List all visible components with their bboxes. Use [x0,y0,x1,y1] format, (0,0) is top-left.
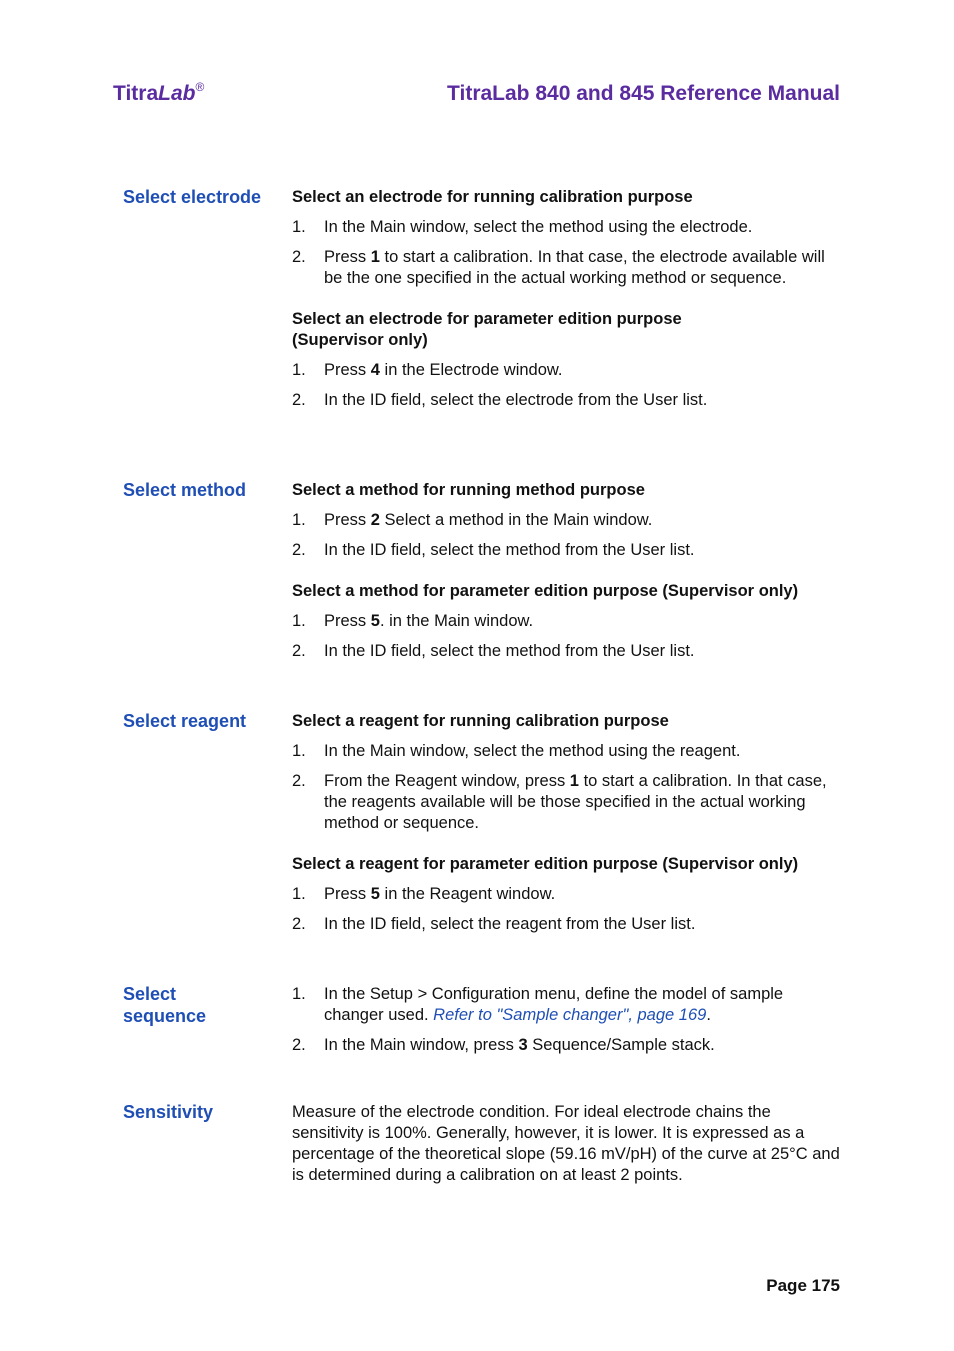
side-heading-electrode: Select electrode [123,187,262,207]
side-heading-sensitivity: Sensitivity [123,1102,214,1122]
subheading: Select a method for running method purpose [292,481,645,499]
list-item: 1. Press 5 in the Reagent window. [292,885,556,903]
list-item: 1. Press 5. in the Main window. [292,612,534,630]
list-item: 2. In the Main window, press 3 Sequence/Sample stack. [292,1036,715,1054]
sensitivity-text: Measure of the electrode condition. For ideal electrode chains the sensitivity is 100%. Generally, however, it is lower. It is expressed as a percentage of the theoretical slope (59.16 mV/pH) of the curve at 25°C and is determined during a calibration on at least 2 points. [292,1103,840,1184]
list-item: 2. In the ID field, select the reagent from the User list. [292,915,696,933]
subheading: Select an electrode for parameter edition purpose (Supervisor only) [292,310,682,349]
list-item: 1. In the Main window, select the method using the reagent. [292,742,741,760]
list-item: 2. In the ID field, select the method from the User list. [292,541,695,559]
method-content [292,480,840,671]
sequence-content [292,984,840,1065]
step-list [292,984,840,1056]
list-item: 2. In the ID field, select the method from the User list. [292,642,695,660]
electrode-content [292,187,840,420]
step-list [292,510,840,561]
list-item: 1. In the Setup > Configuration menu, define the model of sample changer used. Refer to "Sample changer", page 169. [292,985,784,1024]
list-item: 2. Press 1 to start a calibration. In that case, the electrode available will be the one specified in the actual working method or sequence. [292,248,825,287]
side-heading-method: Select method [123,480,247,500]
list-item: 1. Press 4 in the Electrode window. [292,361,563,379]
brand-logo: TitraLab® [113,80,205,105]
side-heading-reagent: Select reagent [123,711,247,731]
step-list [292,217,840,289]
subheading: Select a reagent for running calibration purpose [292,712,669,730]
list-item: 1. In the Main window, select the method using the electrode. [292,218,753,236]
manual-title: TitraLab 840 and 845 Reference Manual [447,82,840,105]
page-number: Page 175 [766,1276,840,1295]
step-list [292,611,840,662]
subheading: Select an electrode for running calibration purpose [292,188,693,206]
sample-changer-link[interactable]: Refer to "Sample changer", page 169 [433,1006,707,1024]
side-heading-sequence: Select sequence [123,984,207,1026]
reagent-content [292,711,840,944]
list-item: 1. Press 2 Select a method in the Main window. [292,511,653,529]
step-list [292,884,840,935]
subheading: Select a reagent for parameter edition purpose (Supervisor only) [292,855,799,873]
list-item: 2. From the Reagent window, press 1 to start a calibration. In that case, the reagents available will be those specified in the actual working method or sequence. [292,772,827,832]
list-item: 2. In the ID field, select the electrode from the User list. [292,391,708,409]
step-list [292,741,840,834]
step-list [292,360,840,411]
subheading: Select a method for parameter edition purpose (Supervisor only) [292,582,799,600]
